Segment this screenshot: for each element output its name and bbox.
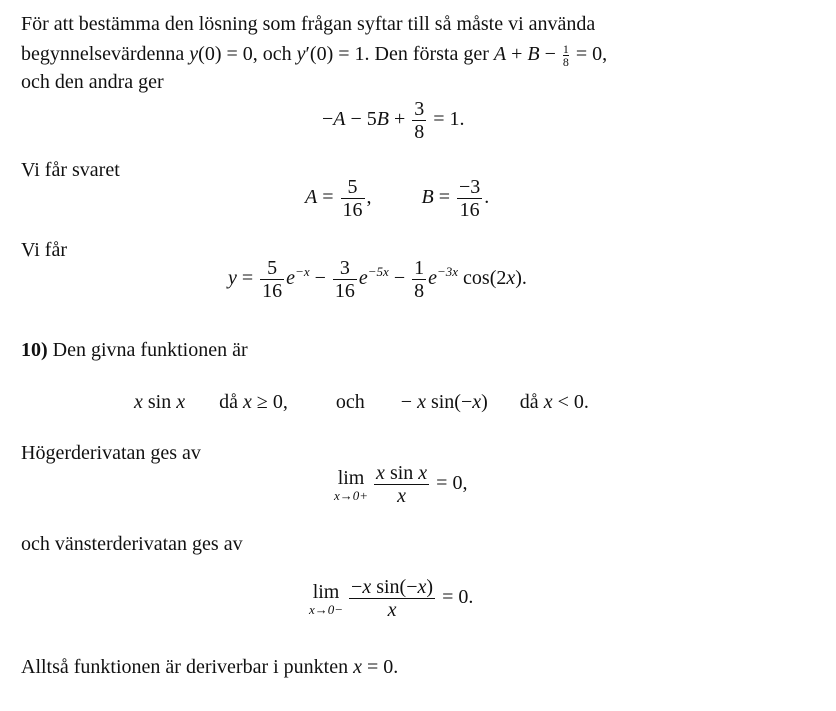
equation-5: lim x→0+ $\frac{\text{x sin x}}{x}$ = 0,: [334, 462, 468, 507]
text-conclusion: Alltså funktionen är deriverbar i punkten x = 0.: [21, 656, 399, 678]
section-10-heading: [21, 338, 248, 362]
equation-1: −A − 5B + $\frac{3}{8}$ = 1.: [322, 98, 465, 143]
text-vi-far: Vi får: [21, 239, 67, 261]
paragraph-line-1: För att bestämma den lösning som frågan syftar till så måste vi använda: [21, 13, 596, 35]
equation-3: y = $\frac{5}{16}$ $e^{-x}$ − $\frac{3}{16}$ $e^{-5x}$ − $\frac{1}{8}$ $e^{-3x}$ cos(2x).: [228, 257, 527, 302]
equation-2: A = $\frac{5}{16}$ , B = $\frac{-3}{16}$ .: [305, 176, 490, 221]
text-hogerderivatan: Högerderivatan ges av: [21, 442, 201, 464]
equation-6: lim x→0− $\frac{\text{−x sin(−x)}}{x}$ = 0.: [309, 576, 474, 621]
section-intro: Den givna funktionen är: [52, 339, 248, 361]
text-vansterderivatan: och vänsterderivatan ges av: [21, 533, 243, 555]
paragraph-line-3: och den andra ger: [21, 71, 164, 93]
paragraph-line-2: begynnelsevärdenna y(0) = 0, och y′(0) = 1. Den första ger A + B − $\frac{1}{8}$ = 0,: [21, 42, 608, 69]
equation-4: x sin x då x ≥ 0, och − x sin(−x) då x < 0.: [134, 391, 589, 413]
section-number: 10): [21, 339, 48, 361]
text-vi-far-svaret: Vi får svaret: [21, 159, 120, 181]
